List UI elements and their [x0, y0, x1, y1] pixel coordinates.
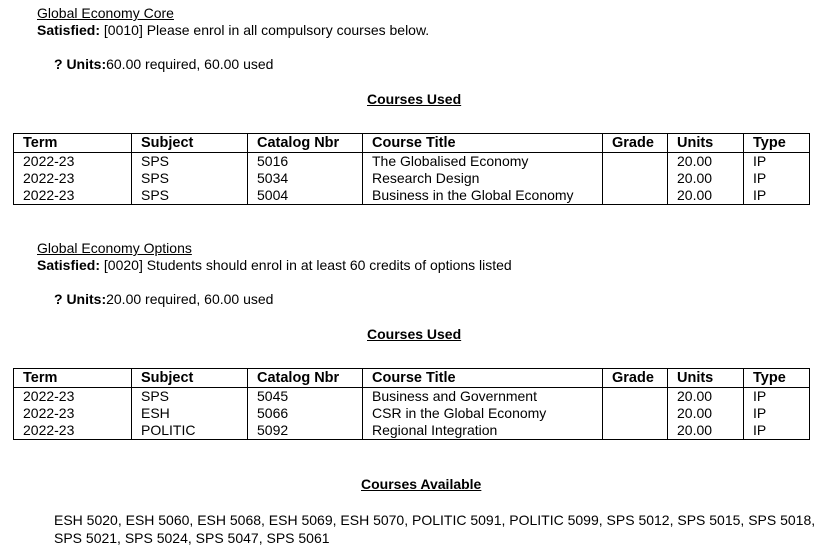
status-label: Satisfied: [37, 22, 101, 38]
status-text: [0010] Please enrol in all compulsory courses below. [100, 22, 430, 38]
status-text: [0020] Students should enrol in at least 60 credits of options listed [100, 257, 512, 273]
units-summary-options [54, 291, 273, 307]
table-header-row [14, 134, 810, 153]
column-header-catalog-nbr: Catalog Nbr [248, 369, 363, 388]
cell-catalog-nbr: 5004 [248, 187, 363, 205]
cell-grade [603, 187, 668, 205]
column-header-catalog-nbr: Catalog Nbr [248, 134, 363, 153]
cell-units: 20.00 [668, 153, 744, 171]
table-row [14, 170, 810, 187]
cell-term: 2022-23 [14, 170, 132, 187]
cell-grade [603, 422, 668, 440]
cell-grade [603, 170, 668, 187]
units-label: ? Units: [54, 291, 107, 307]
cell-term: 2022-23 [14, 405, 132, 422]
cell-subject: SPS [132, 153, 248, 171]
cell-subject: SPS [132, 187, 248, 205]
column-header-type: Type [744, 369, 810, 388]
courses-available-list: ESH 5020, ESH 5060, ESH 5068, ESH 5069, ESH 5070, POLITIC 5091, POLITIC 5099, SPS 5012, SPS 5015, SPS 5018, SPS 5021, SPS 5024, SPS 5047, SPS 5061 [54, 512, 816, 546]
column-header-term: Term [14, 369, 132, 388]
cell-units: 20.00 [668, 388, 744, 406]
cell-course-title: Research Design [363, 170, 603, 187]
requirement-status-options [37, 257, 512, 273]
units-text: 60.00 required, 60.00 used [106, 56, 274, 72]
table-row [14, 187, 810, 205]
table-row [14, 405, 810, 422]
requirement-title-options: Global Economy Options [37, 240, 192, 256]
column-header-grade: Grade [603, 134, 668, 153]
column-header-subject: Subject [132, 369, 248, 388]
column-header-subject: Subject [132, 134, 248, 153]
courses-used-table-core [13, 133, 810, 205]
courses-used-heading-core: Courses Used [367, 91, 462, 107]
cell-catalog-nbr: 5092 [248, 422, 363, 440]
column-header-grade: Grade [603, 369, 668, 388]
units-summary-core [54, 56, 273, 72]
cell-catalog-nbr: 5045 [248, 388, 363, 406]
units-label: ? Units: [54, 56, 107, 72]
cell-term: 2022-23 [14, 422, 132, 440]
cell-term: 2022-23 [14, 388, 132, 406]
units-text: 20.00 required, 60.00 used [106, 291, 274, 307]
cell-catalog-nbr: 5016 [248, 153, 363, 171]
cell-units: 20.00 [668, 405, 744, 422]
cell-catalog-nbr: 5034 [248, 170, 363, 187]
cell-type: IP [744, 405, 810, 422]
courses-used-heading-options: Courses Used [367, 326, 462, 342]
column-header-type: Type [744, 134, 810, 153]
courses-available-heading: Courses Available [361, 476, 482, 492]
cell-units: 20.00 [668, 187, 744, 205]
cell-course-title: The Globalised Economy [363, 153, 603, 171]
cell-grade [603, 388, 668, 406]
cell-course-title: CSR in the Global Economy [363, 405, 603, 422]
table-row [14, 388, 810, 406]
courses-used-table-options [13, 368, 810, 440]
status-label: Satisfied: [37, 257, 101, 273]
cell-grade [603, 405, 668, 422]
requirement-status-core [37, 22, 429, 38]
column-header-units: Units [668, 369, 744, 388]
cell-type: IP [744, 170, 810, 187]
requirement-title-core: Global Economy Core [37, 5, 174, 21]
column-header-units: Units [668, 134, 744, 153]
cell-term: 2022-23 [14, 153, 132, 171]
column-header-course-title: Course Title [363, 134, 603, 153]
cell-term: 2022-23 [14, 187, 132, 205]
cell-subject: SPS [132, 170, 248, 187]
cell-subject: SPS [132, 388, 248, 406]
cell-course-title: Business in the Global Economy [363, 187, 603, 205]
table-row [14, 422, 810, 440]
table-header-row [14, 369, 810, 388]
cell-subject: ESH [132, 405, 248, 422]
cell-course-title: Regional Integration [363, 422, 603, 440]
cell-type: IP [744, 153, 810, 171]
cell-catalog-nbr: 5066 [248, 405, 363, 422]
cell-type: IP [744, 422, 810, 440]
table-row [14, 153, 810, 171]
cell-units: 20.00 [668, 422, 744, 440]
cell-grade [603, 153, 668, 171]
cell-units: 20.00 [668, 170, 744, 187]
cell-type: IP [744, 187, 810, 205]
column-header-course-title: Course Title [363, 369, 603, 388]
cell-course-title: Business and Government [363, 388, 603, 406]
column-header-term: Term [14, 134, 132, 153]
cell-subject: POLITIC [132, 422, 248, 440]
cell-type: IP [744, 388, 810, 406]
